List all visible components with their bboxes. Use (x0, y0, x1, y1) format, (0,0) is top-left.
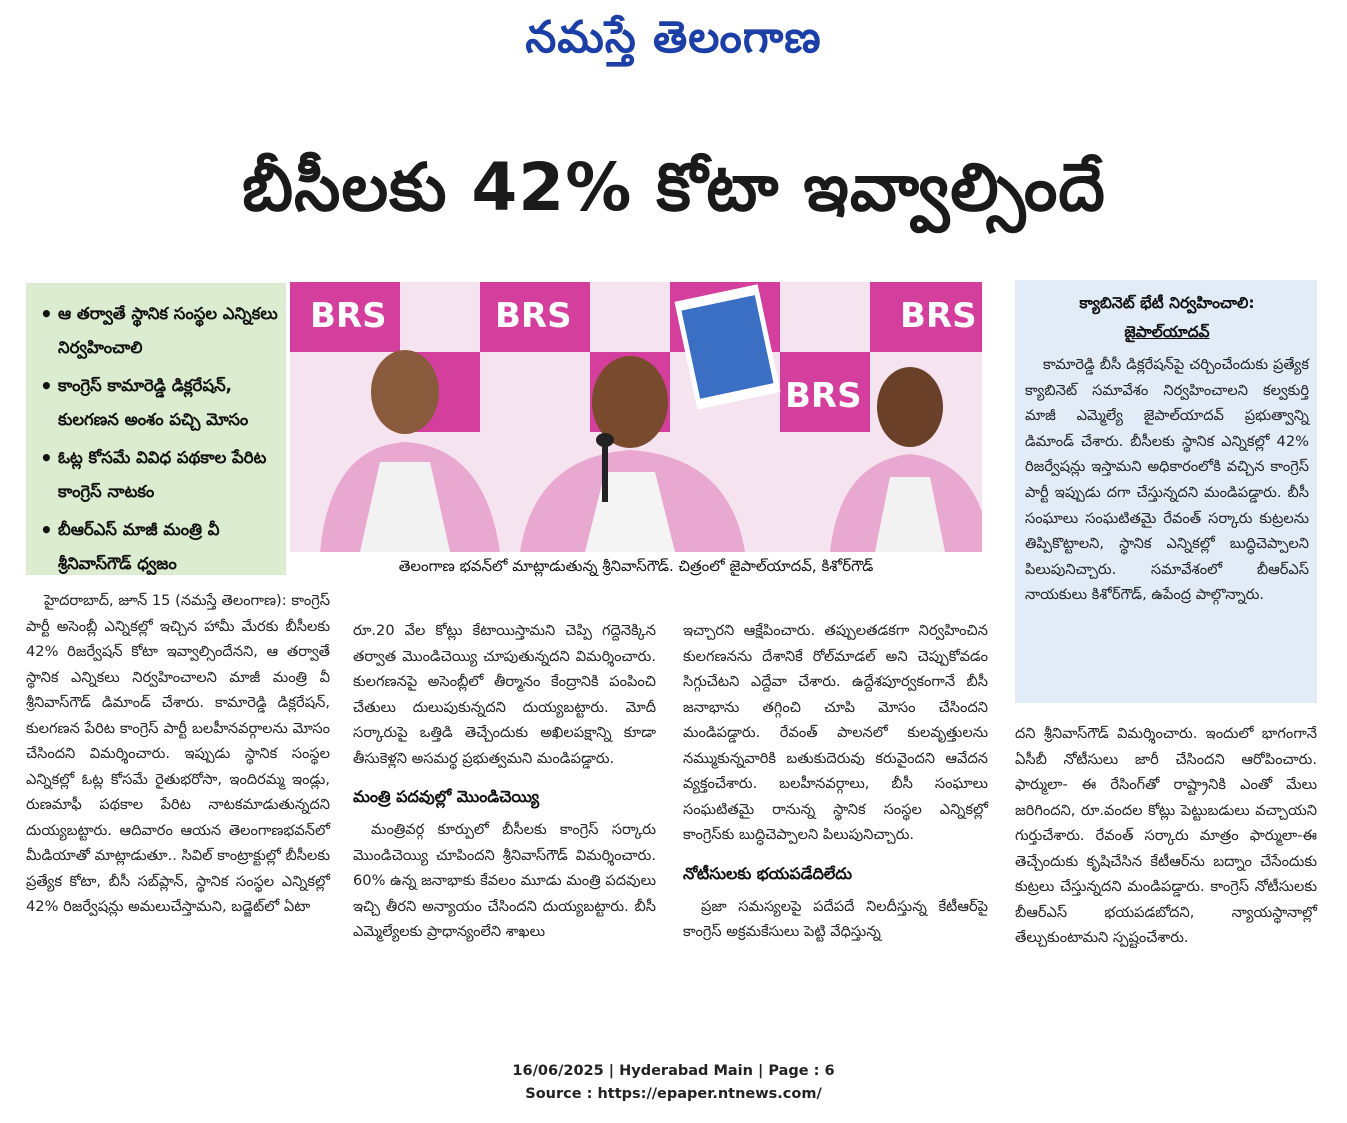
brs-logo-2: BRS (495, 296, 572, 336)
footer-date-edition: 16/06/2025 | Hyderabad Main | Page : 6 (512, 1063, 835, 1079)
press-conference-photo (290, 282, 982, 552)
brs-logo-4: BRS (785, 376, 862, 416)
subheading: నోటీసులకు భయపడేదిలేదు (683, 863, 853, 883)
page-footer (0, 1060, 1347, 1106)
highlight-item (32, 513, 278, 581)
highlight-text: బీఆర్ఎస్ మాజీ మంత్రి వీ శ్రీనివాస్‌గౌడ్ ధ్వజం (58, 520, 220, 573)
article-paragraph: ప్రజా సమస్యలపై పదేపదే నిలదీస్తున్న కేటీఆర్‌పై కాంగ్రెస్ అక్రమకేసులు పెట్టి వేధిస్తున్న (683, 897, 988, 940)
bullet-icon: • (40, 446, 53, 470)
sidebar-text: కామారెడ్డి బీసీ డిక్లరేషన్‌పై చర్చించేందుకు ప్రత్యేక క్యాబినెట్ సమావేశం నిర్వహించాలని కల్వకుర్తి మాజీ ఎమ్మెల్యే జైపాల్‌యాదవ్ ప్రభుత్వాన్ని డిమాండ్ చేశారు. బీసీలకు స్థానిక ఎన్నికల్లో 42% రిజర్వేషన్లు ఇస్తామని అధికారంలోకి వచ్చిన కాంగ్రెస్ పార్టీ ఇప్పుడు దగా చేస్తున్నదని మండిపడ్డారు. బీసీ సంఘాలు సంఘటితమై రేవంత్ సర్కారు కుట్రలను తిప్పికొట్టాలని, స్థానిక ఎన్నికల్లో బుద్ధిచెప్పాలని పిలుపునిచ్చారు. సమావేశంలో బీఆర్ఎస్ నాయకులు కిశోర్‌గౌడ్, ఉపేంద్ర పాల్గొన్నారు. (1025, 356, 1309, 604)
highlight-item (32, 441, 278, 509)
brs-logo-3: BRS (900, 296, 977, 336)
highlight-text: కాంగ్రెస్ కామారెడ్డి డిక్లరేషన్, కులగణన అంశం పచ్చి మోసం (58, 376, 249, 429)
sidebar-subtitle: జైపాల్‌యాదవ్ (1124, 323, 1210, 341)
photo-caption: తెలంగాణ భవన్‌లో మాట్లాడుతున్న శ్రీనివాస్‌గౌడ్. చిత్రంలో జైపాల్‌యాదవ్, కిశోర్‌గౌడ్ (398, 557, 874, 575)
article-column-4 (1015, 721, 1317, 951)
newspaper-logo: నమస్తే తెలంగాణ (525, 12, 822, 63)
article-column-2 (353, 618, 656, 945)
highlight-item (32, 369, 278, 437)
article-paragraph: దని శ్రీనివాస్‌గౌడ్ విమర్శించారు. ఇందులో భాగంగానే ఏసీబీ నోటీసులు జారీ చేసిందని ఆరోపించారు. ఫార్ములా- ఈ రేసింగ్‌తో రాష్ట్రానికి ఎంతో మేలు జరిగిందని, రూ.వందల కోట్లు పెట్టుబడులు వచ్చాయని గుర్తుచేశారు. రేవంత్ సర్కారు మాత్రం ఫార్ములా-ఈ తెచ్చేందుకు కృషిచేసిన కేటీఆర్‌ను బద్నాం చేసేందుకు కుట్రలు చేస్తున్నదని మండిపడ్డారు. కాంగ్రెస్ నోటీసులకు బీఆర్ఎస్ భయపడబోదని, న్యాయస్థానాల్లో తేల్చుకుంటామని స్పష్టంచేశారు. (1015, 725, 1317, 946)
article-paragraph: రూ.20 వేల కోట్లు కేటాయిస్తామని చెప్పి గద్దెనెక్కిన తర్వాత మొండిచెయ్యి చూపుతున్నదని విమర్శించారు. కులగణనపై అసెంబ్లీలో తీర్మానం కేంద్రానికి పంపించి చేతులు దులుపుకున్నదని దుయ్యబట్టారు. మోదీ సర్కారుపై ఒత్తిడి తెచ్చేందుకు అఖిలపక్షాన్ని కూడా తీసుకెళ్లని అసమర్థ ప్రభుత్వమని మండిపడ్డారు. (353, 622, 656, 767)
headline: బీసీలకు 42% కోటా ఇవ్వాల్సిందే (242, 149, 1106, 226)
highlight-item (32, 297, 278, 365)
footer-source[interactable]: Source : https://epaper.ntnews.com/ (525, 1086, 822, 1102)
bullet-icon: • (40, 302, 53, 326)
subheading: మంత్రి పదవుల్లో మొండిచెయ్యి (353, 787, 540, 806)
brs-logo-1: BRS (310, 296, 387, 336)
highlight-text: ఓట్ల కోసమే వివిధ పథకాల పేరిట కాంగ్రెస్ నాటకం (58, 448, 267, 501)
article-column-1 (26, 588, 330, 920)
article-paragraph: ఇచ్చారని ఆక్షేపించారు. తప్పులతడకగా నిర్వహించిన కులగణనను దేశానికే రోల్‌మాడల్ అని చెప్పుకోవడం సిగ్గుచేటని ఎద్దేవా చేశారు. ఉద్దేశపూర్వకంగానే బీసీ జనాభాను తగ్గించి చూపి మోసం చేసిందని మండిపడ్డారు. రేవంత్ పాలనలో కులవృత్తులను నమ్ముకున్నవారికి బతుకుదెరువు కరువైందని ఆవేదన వ్యక్తంచేశారు. బలహీనవర్గాలు, బీసీ సంఘాలు సంఘటితమై రానున్న స్థానిక సంస్థల ఎన్నికల్లో కాంగ్రెస్‌కు బుద్ధిచెప్పాలని పిలుపునిచ్చారు. (683, 622, 988, 843)
highlights-box (26, 283, 286, 575)
article-paragraph: మంత్రివర్గ కూర్పులో బీసీలకు కాంగ్రెస్ సర్కారు మొండిచెయ్యి చూపిందని శ్రీనివాస్‌గౌడ్ విమర్శించారు. 60% ఉన్న జనాభాకు కేవలం మూడు మంత్రి పదవులు ఇచ్చి తీరని అన్యాయం చేసిందని దుయ్యబట్టారు. బీసీ ఎమ్మెల్యేలకు ప్రాధాన్యంలేని శాఖలు (353, 821, 656, 940)
masthead (0, 0, 1347, 80)
sidebar-title: క్యాబినెట్ భేటీ నిర్వహించాలి: (1079, 294, 1255, 312)
photo-illustration (290, 282, 982, 552)
bullet-icon: • (40, 518, 53, 542)
article-paragraph: హైదరాబాద్, జూన్ 15 (నమస్తే తెలంగాణ): కాంగ్రెస్ పార్టీ అసెంబ్లీ ఎన్నికల్లో ఇచ్చిన హామీ మేరకు బీసీలకు 42% రిజర్వేషన్ కోటా ఇవ్వాల్సిందేనని, ఆ తర్వాతే స్థానిక ఎన్నికలు నిర్వహించాలని మాజీ మంత్రి వీ శ్రీనివాస్‌గౌడ్ డిమాండ్ చేశారు. కామారెడ్డి డిక్లరేషన్, కులగణన పేరిట కాంగ్రెస్ పార్టీ బలహీనవర్గాలను మోసం చేసిందని విమర్శించారు. ఇప్పుడు స్థానిక సంస్థల ఎన్నికల్లో ఓట్ల కోసమే రైతుభరోసా, ఇందిరమ్మ ఇండ్లు, రుణమాఫీ పథకాల పేరిట నాటకమాడుతున్నదని దుయ్యబట్టారు. ఆదివారం ఆయన తెలంగాణభవన్‌లో మీడియాతో మాట్లాడుతూ.. సివిల్ కాంట్రాక్టుల్లో బీసీలకు ప్రత్యేక కోటా, బీసీ సబ్‌ప్లాన్, స్థానిక సంస్థల ఎన్నికల్లో 42% రిజర్వేషన్లు అమలుచేస్తామని, బడ్జెట్‌లో ఏటా (26, 592, 330, 915)
highlight-text: ఆ తర్వాతే స్థానిక సంస్థల ఎన్నికలు నిర్వహించాలి (58, 304, 278, 357)
article-column-3 (683, 618, 988, 945)
sidebar-box (1015, 280, 1317, 703)
bullet-icon: • (40, 374, 53, 398)
